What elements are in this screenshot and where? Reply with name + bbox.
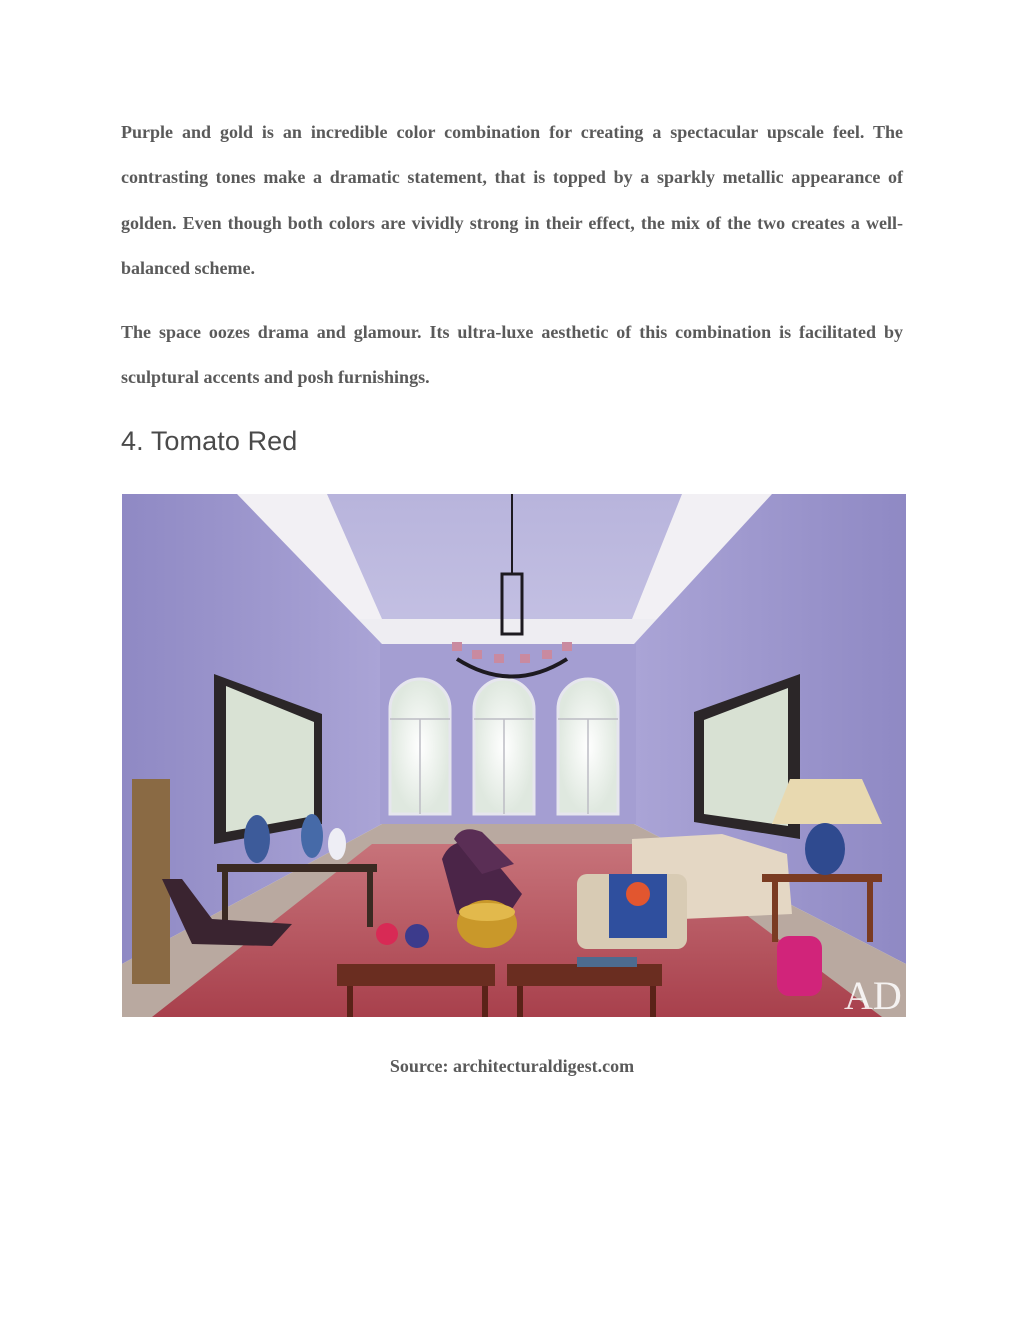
- paragraph-purple-gold: Purple and gold is an incredible color combination for creating a spectacular upscale feel. The contrasting tones make a dramatic statement, that is topped by a sparkly metallic appearance of golden. Even though both colors are vividly strong in their effect, the mix of the two creates a well-balanced scheme.: [121, 122, 903, 278]
- paragraph-drama-glamour: The space oozes drama and glamour. Its ultra-luxe aesthetic of this combination is facilitated by sculptural accents and posh furnishings.: [121, 322, 903, 388]
- photo-caption: Source: architecturaldigest.com: [389, 1056, 635, 1076]
- living-room-photo: [122, 494, 906, 1017]
- ad-watermark: AD: [844, 973, 902, 1017]
- section-heading: 4. Tomato Red: [121, 426, 298, 456]
